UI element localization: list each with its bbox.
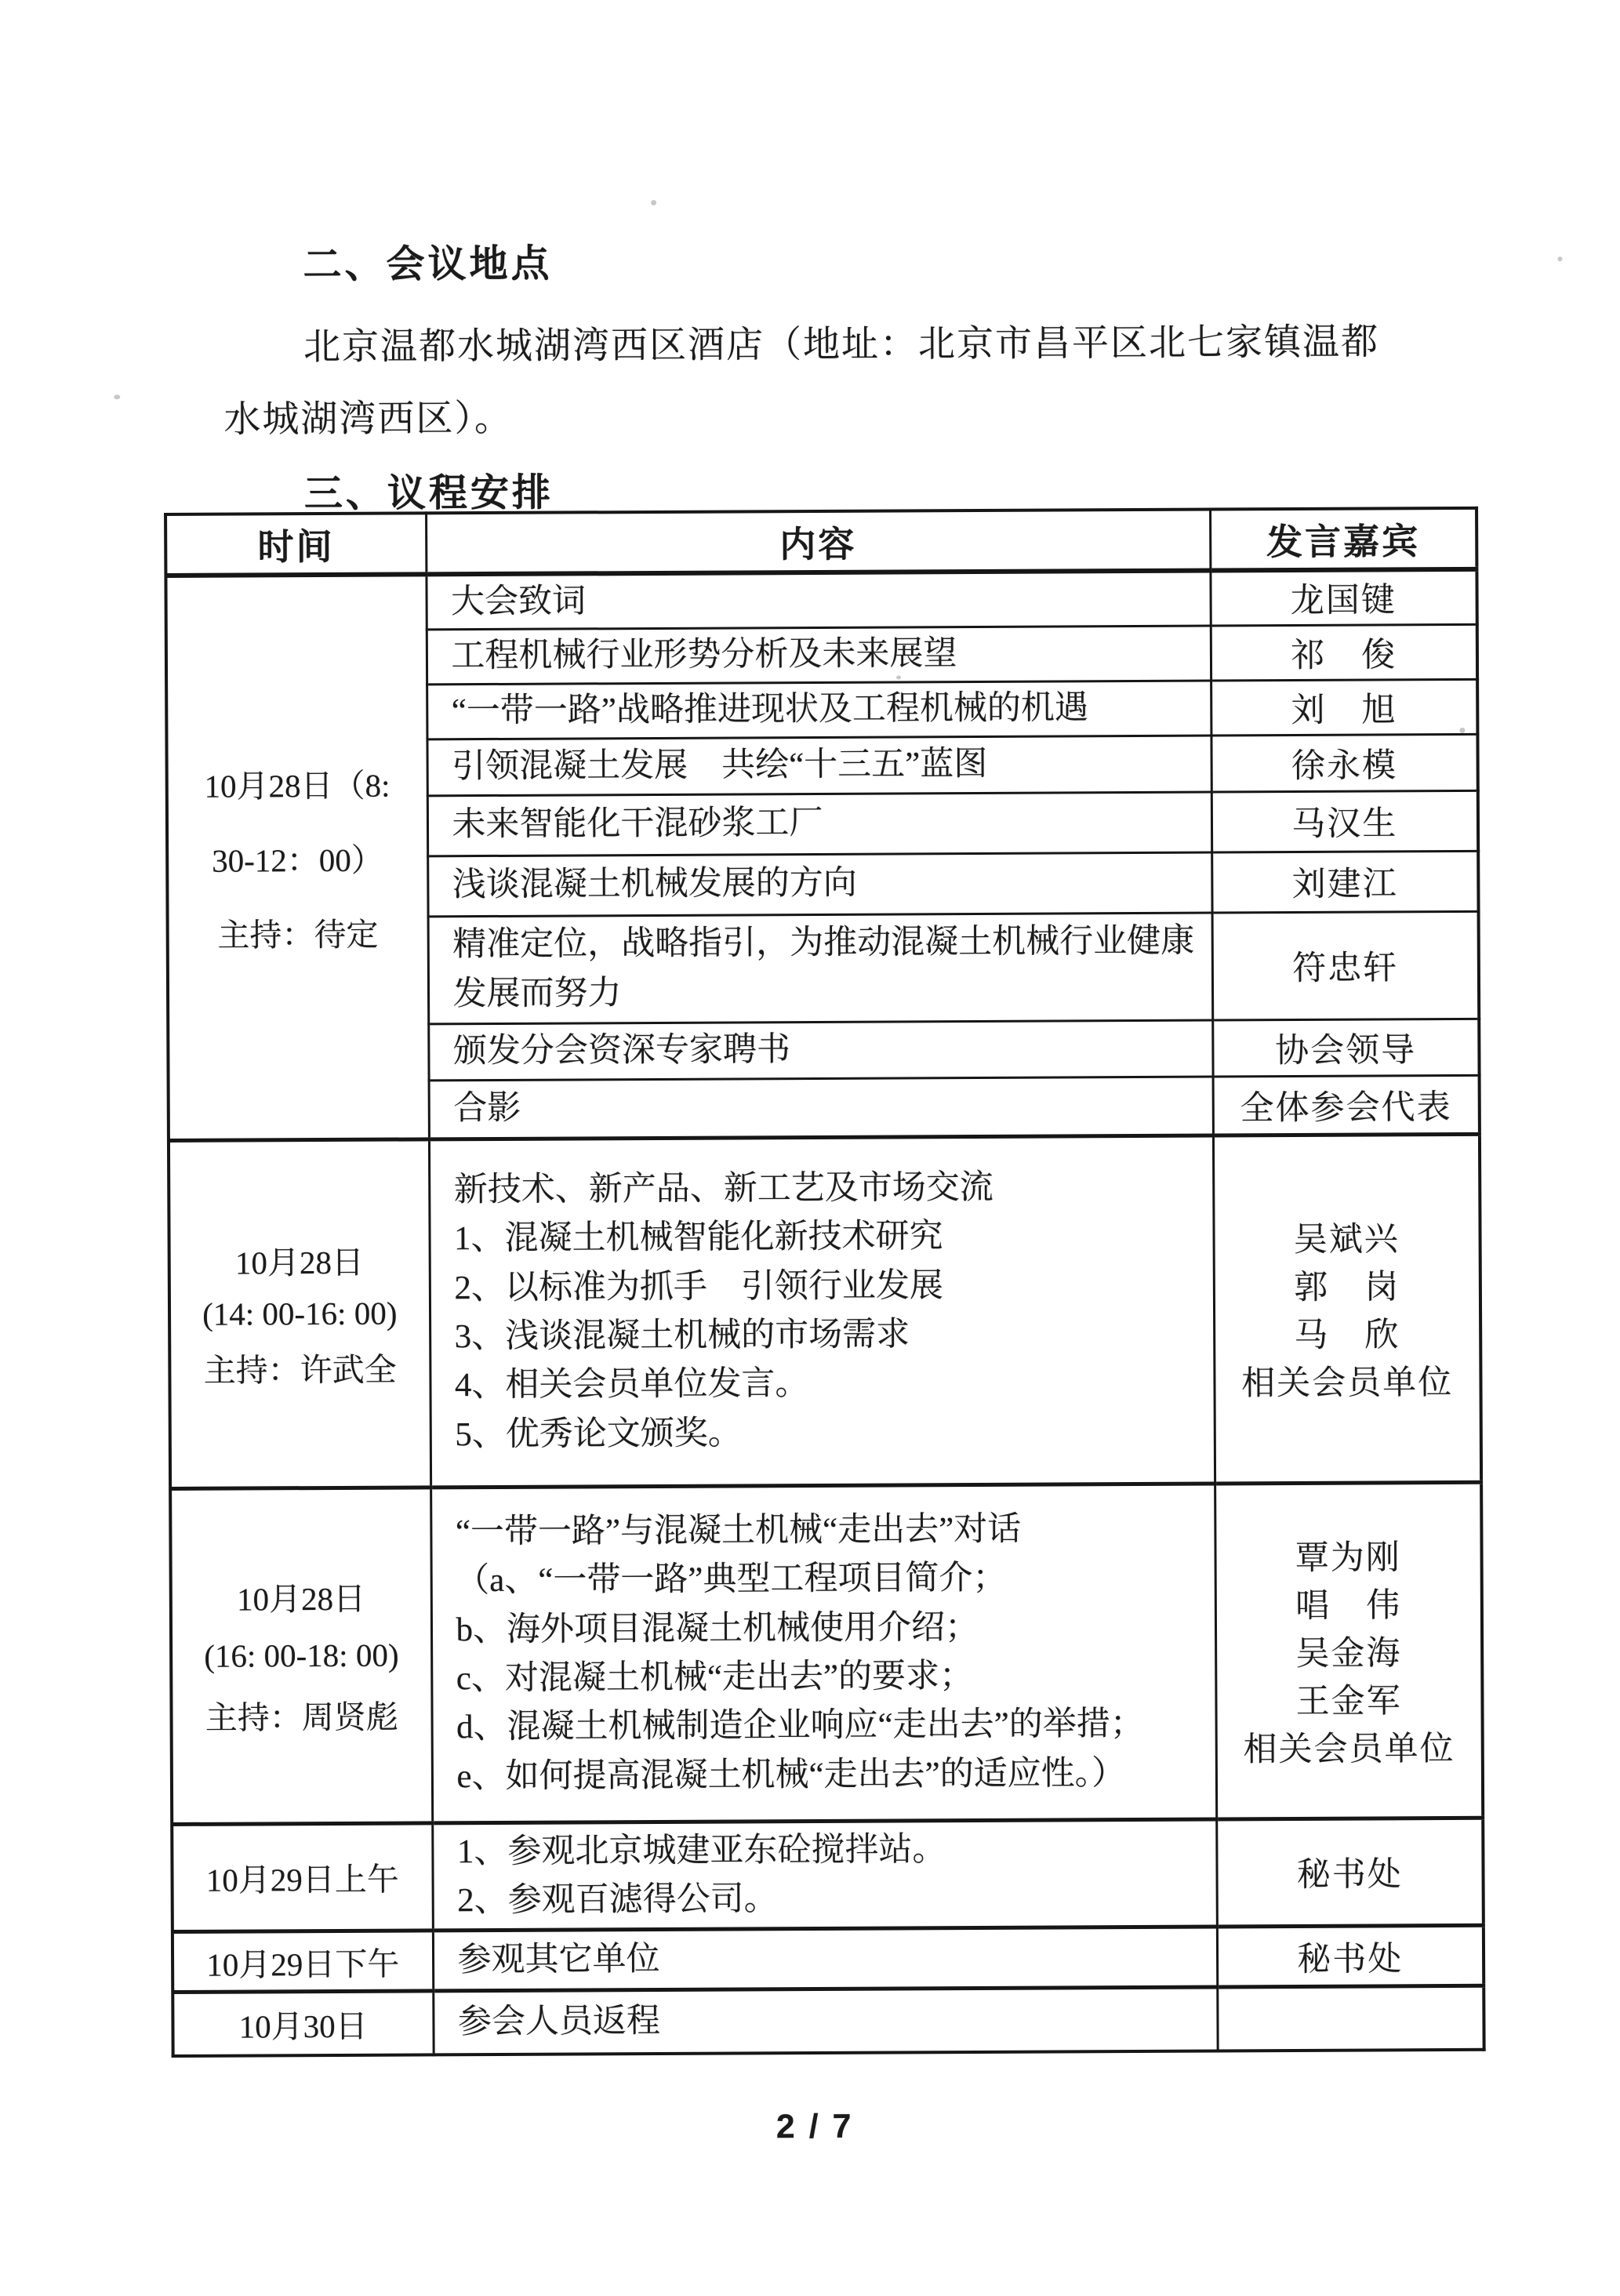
scan-noise-dot [651,200,656,205]
speaker-name: 相关会员单位 [1243,1730,1455,1768]
page-number: 2 / 7 [775,2107,854,2146]
column-header-time: 时间 [165,513,426,576]
time-line: 10月30日 [238,2007,368,2045]
agenda-item: 2、参观百滤得公司。 [457,1880,778,1920]
agenda-item: e、如何提高混凝土机械“走出去”的适应性。） [456,1754,1126,1795]
time-cell-evening-session [170,1487,432,1824]
time-line: (16: 00-18: 00) [204,1637,399,1674]
agenda-item: 精准定位，战略指引，为推动混凝土机械行业健康发展而努力 [428,912,1213,1023]
agenda-item: 参会人员返程 [433,1987,1217,2054]
time-line: 主持：待定 [217,916,379,954]
agenda-item: 大会致词 [426,570,1210,629]
speaker-cell: 祁 俊 [1211,624,1477,681]
speaker-cell: 徐永模 [1211,734,1477,792]
agenda-item: （a、“一带一路”典型工程项目简介； [456,1560,1007,1600]
time-cell-morning-session [165,574,429,1140]
speaker-name: 唱 伟 [1295,1586,1402,1625]
time-line: 主持：许武全 [203,1351,397,1389]
venue-address-line1: 北京温都水城湖湾西区酒店（地址：北京市昌平区北七家镇温都 [303,322,1380,369]
table-header-row [165,508,1477,576]
agenda-item: 2、以标准为抓手 引领行业发展 [454,1266,943,1306]
time-cell-afternoon-session [169,1139,430,1488]
scan-noise-dot [1459,728,1465,733]
table-row [169,1134,1481,1488]
agenda-item: c、对混凝土机械“走出去”的要求； [456,1657,974,1698]
speaker-cell: 全体参会代表 [1213,1075,1480,1135]
agenda-item-list [432,1818,1217,1931]
agenda-item: 1、参观北京城建亚东砼搅拌站。 [456,1830,946,1870]
speaker-name: 马 欣 [1294,1317,1400,1354]
scan-noise-dot [114,394,120,399]
agenda-item-list [429,1135,1215,1487]
time-line: 10月28日 [234,1244,365,1281]
agenda-section-heading: 三、议程安排 [303,470,554,516]
agenda-item: 合影 [429,1076,1213,1139]
column-header-speaker: 发言嘉宾 [1210,508,1477,571]
speaker-cell: 刘建江 [1211,851,1478,913]
agenda-item: 3、浅谈混凝土机械的市场需求 [454,1316,910,1356]
speaker-name: 吴斌兴 [1293,1221,1400,1259]
speaker-cell: 刘 旭 [1211,679,1477,736]
venue-section-heading: 二、会议地点 [303,242,553,287]
speaker-cell: 马汉生 [1211,790,1478,852]
time-cell-day3 [173,1991,433,2056]
time-line: 10月29日上午 [205,1861,399,1899]
table-row [173,1926,1484,1993]
time-cell-day2-morning [172,1822,433,1931]
speaker-cell: 符忠轩 [1212,911,1480,1020]
table-row [172,1818,1484,1932]
time-line: 10月28日 [236,1580,366,1618]
agenda-item: b、海外项目混凝土机械使用介绍； [456,1608,979,1648]
scan-noise-dot [1557,256,1562,261]
speaker-cell-empty [1217,1986,1484,2051]
agenda-item: 颁发分会资深专家聘书 [428,1019,1212,1080]
speaker-name: 郭 岗 [1294,1269,1400,1306]
agenda-item: 参观其它单位 [433,1927,1217,1991]
speaker-cell: 秘书处 [1216,1818,1484,1927]
speaker-name: 相关会员单位 [1241,1364,1454,1403]
agenda-item: 工程机械行业形势分析及未来展望 [427,625,1211,684]
agenda-item: 4、相关会员单位发言。 [454,1365,809,1404]
agenda-item: 1、混凝土机械智能化新技术研究 [453,1218,943,1258]
speaker-list-cell [1213,1134,1481,1484]
venue-address-line2: 水城湖湾西区）。 [223,398,514,441]
time-line: 10月29日下午 [206,1945,400,1983]
time-cell-day2-afternoon [173,1931,433,1993]
table-row [165,569,1477,630]
agenda-item: 5、优秀论文颁奖。 [455,1415,742,1453]
speaker-cell: 协会领导 [1212,1019,1479,1077]
agenda-item: 浅谈混凝土机械发展的方向 [427,852,1211,916]
time-line: (14: 00-16: 00) [202,1295,398,1332]
agenda-item-list [430,1483,1216,1822]
time-line: 10月28日（8: [204,767,390,805]
agenda-item: “一带一路”战略推进现状及工程机械的机遇 [427,680,1211,739]
agenda-item: d、混凝土机械制造企业响应“走出去”的举措； [456,1706,1144,1746]
time-line: 主持：周贤彪 [205,1698,398,1736]
speaker-name: 覃为刚 [1295,1539,1401,1577]
agenda-item: “一带一路”与混凝土机械“走出去”对话 [455,1510,1022,1551]
table-row [170,1482,1483,1824]
speaker-list-cell [1215,1482,1483,1819]
time-line: 30-12：00） [212,841,383,879]
speaker-cell: 龙国键 [1210,569,1477,626]
column-header-content: 内容 [426,509,1210,574]
scan-noise-dot [896,675,901,679]
speaker-cell: 秘书处 [1217,1926,1484,1988]
speaker-name: 吴金海 [1295,1634,1402,1673]
agenda-item: 新技术、新产品、新工艺及市场交流 [453,1168,993,1209]
agenda-item: 引领混凝土发展 共绘“十三五”蓝图 [427,735,1211,795]
speaker-name: 王金军 [1295,1682,1402,1720]
agenda-table [164,507,1486,2058]
agenda-item: 未来智能化干混砂浆工厂 [427,791,1211,856]
table-row [173,1986,1484,2056]
